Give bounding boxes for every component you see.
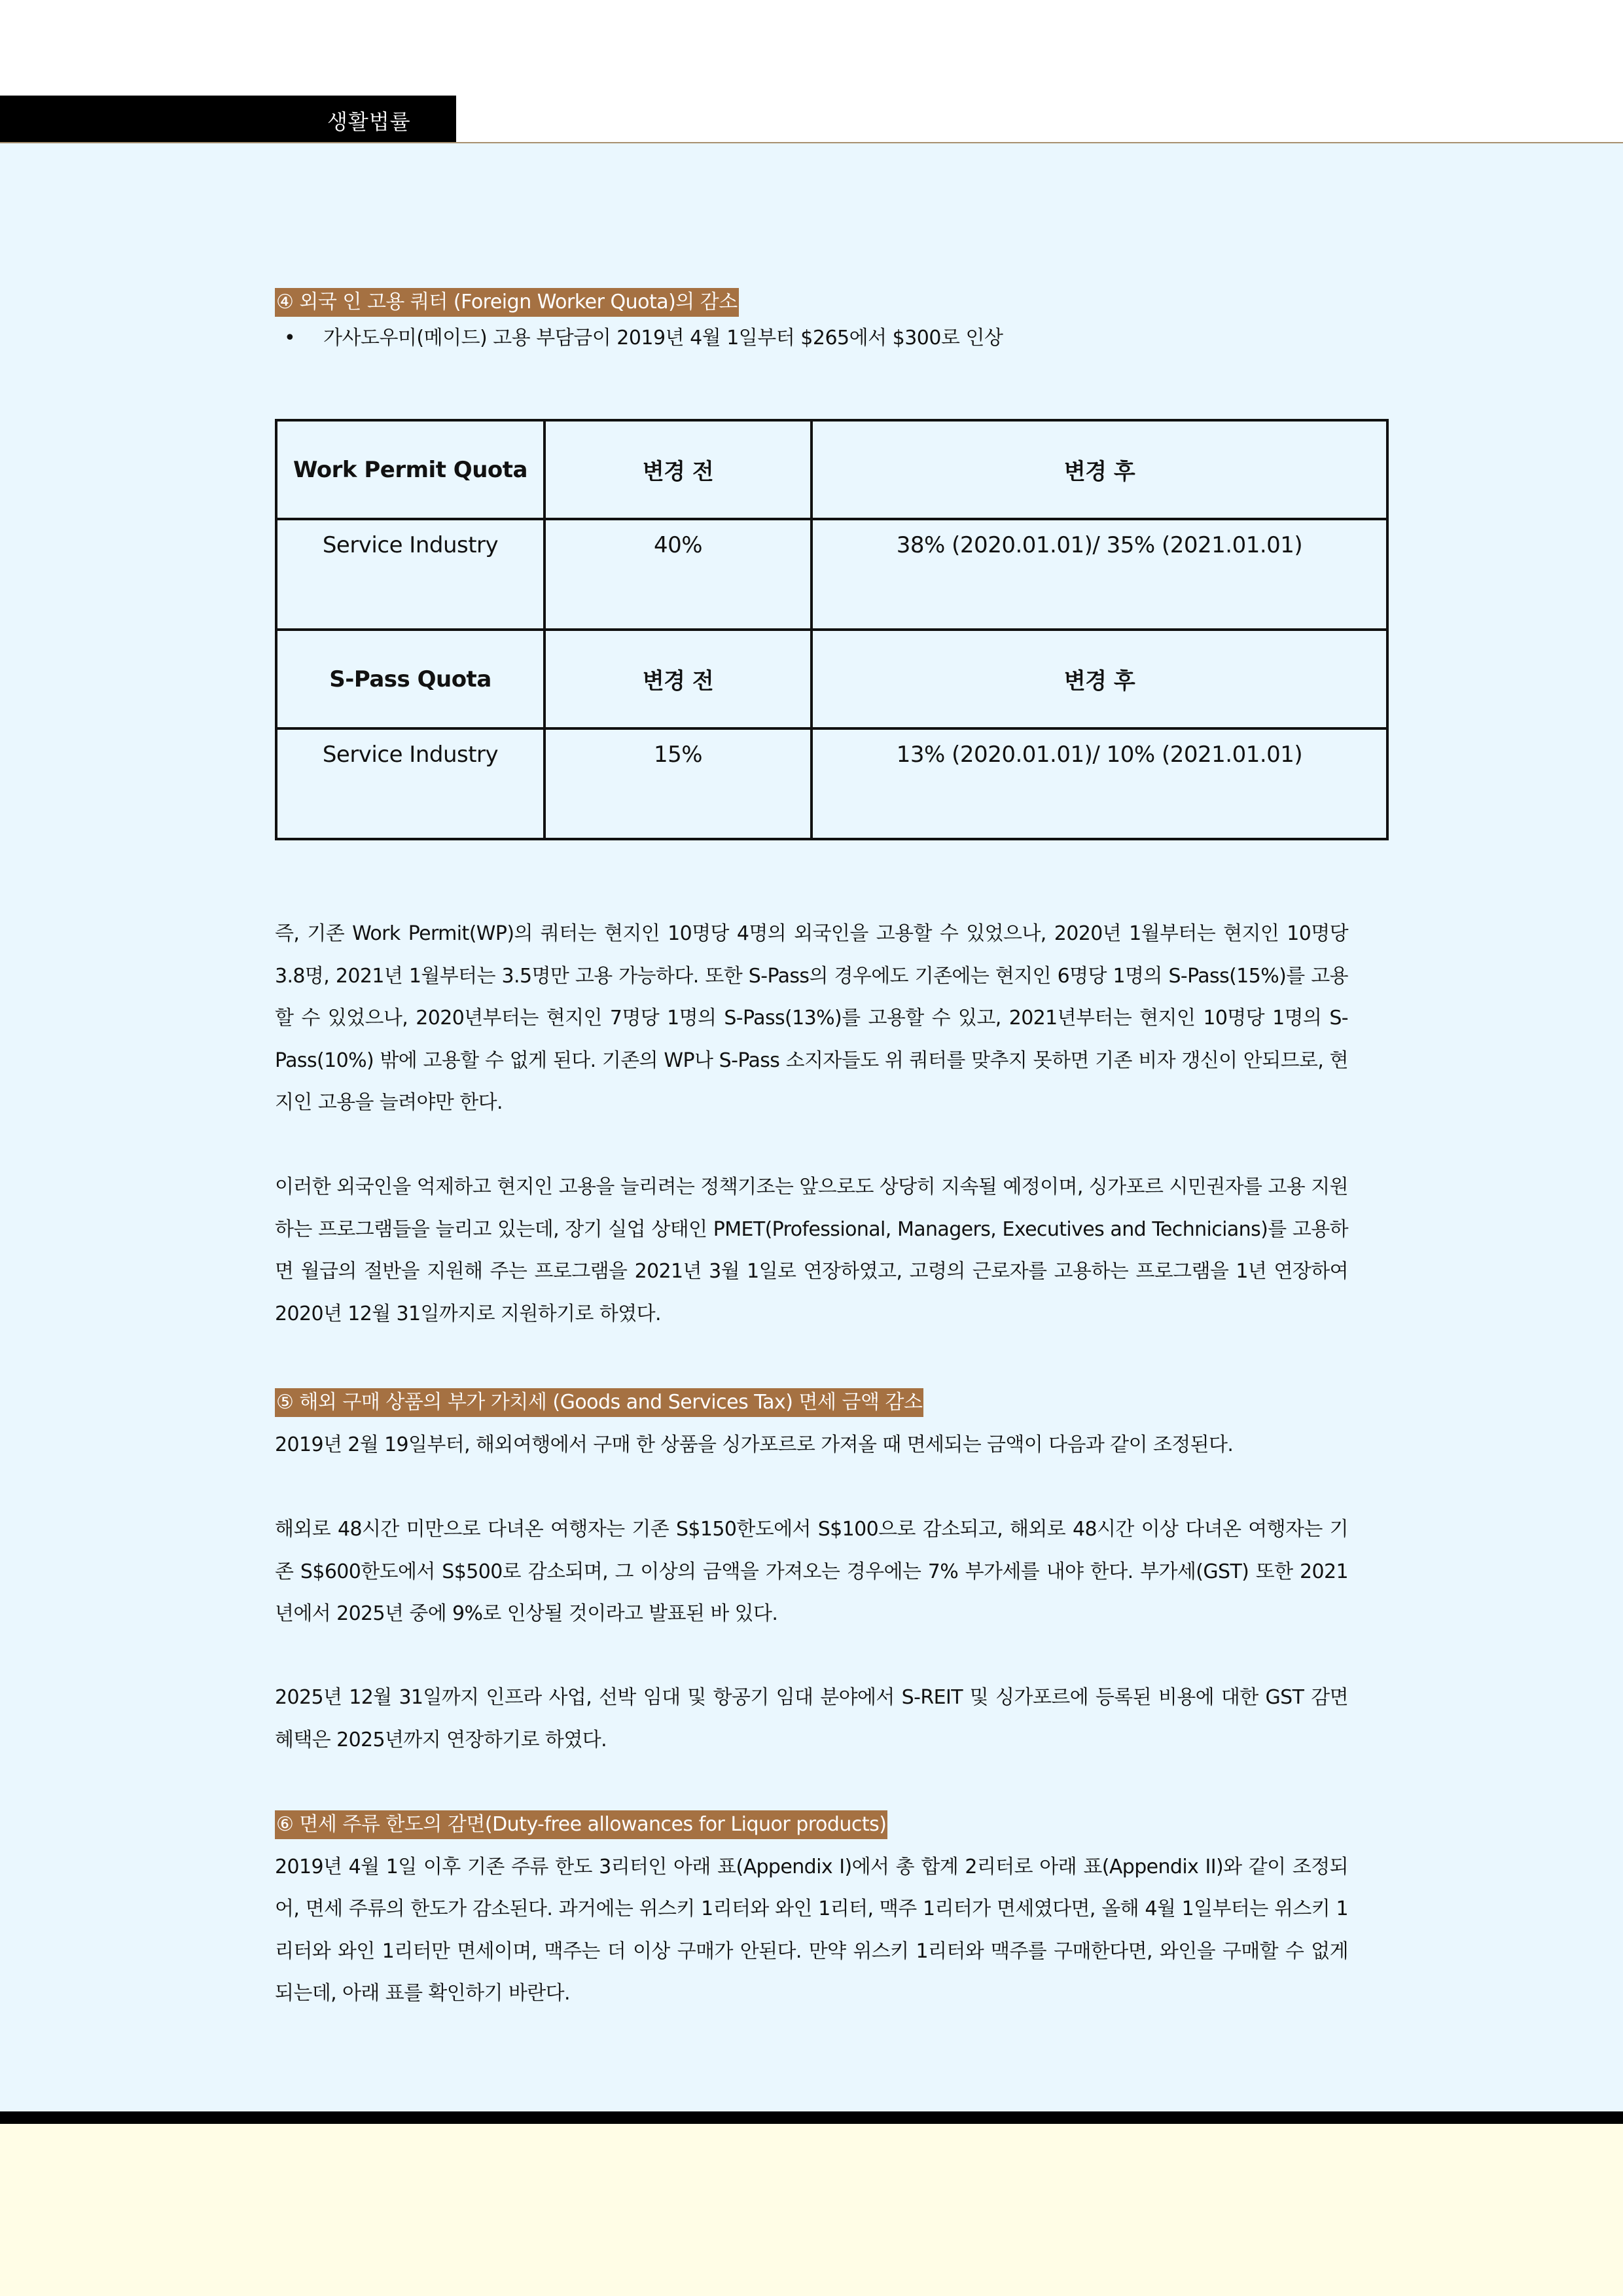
paragraph-text: 이러한 외국인을 억제하고 현지인 고용을 늘리려는 정책기조는 앞으로도 상당히 지속될 예정이며, 싱가포르 시민권자를 고용 지원하는 프로그램들을 늘리고 있는데, 장기 실업 상태인 PMET(Professional, Managers, Executives and Technicians)를 고용하면 월급의 절반을 지원해 주는 프로그램을 2021년 3월 1일로 연장하였고, 고령의 근로자를 고용하는 프로그램을 1년 연장하여 2020년 12월 31일까지로 지원하기로 하였다. <box>275 1175 1348 1325</box>
paragraph-text: 즉, 기존 Work Permit(WP)의 쿼터는 현지인 10명당 4명의 외국인을 고용할 수 있었으나, 2020년 1월부터는 현지인 10명당 3.8명, 2021년 1월부터는 3.5명만 고용 가능하다. 또한 S-Pass의 경우에도 기존에는 현지인 6명당 1명의 S-Pass(15%)를 고용할 수 있었으나, 2020년부터는 현지인 7명당 1명의 S-Pass(13%)를 고용할 수 있고, 2021년부터는 현지인 10명당 1명의 S-Pass(10%) 밖에 고용할 수 없게 된다. 기존의 WP나 S-Pass 소지자들도 위 쿼터를 맞추지 못하면 기존 비자 갱신이 안되므로, 현지인 고용을 늘려야만 한다. <box>275 922 1348 1114</box>
section-5 <box>275 1382 1348 1466</box>
table-header-row-work-permit <box>276 420 1387 519</box>
table-cell: 13% (2020.01.01)/ 10% (2021.01.01) <box>812 728 1387 839</box>
section-4-paragraph-1 <box>275 913 1348 1124</box>
section-5-paragraph-1 <box>275 1509 1348 1636</box>
section-6 <box>275 1804 1348 2015</box>
section-4-paragraph-2 <box>275 1166 1348 1335</box>
table-row-s-pass-service <box>276 728 1387 839</box>
section-5-paragraph-2 <box>275 1677 1348 1761</box>
table-cell: 변경 후 <box>812 420 1387 519</box>
table-cell: Service Industry <box>276 519 544 630</box>
header-title: 생활법률 <box>327 109 411 134</box>
footer-band <box>0 2111 1623 2124</box>
section-6-paragraph: 2019년 4월 1일 이후 기존 주류 한도 3리터인 아래 표(Appendix I)에서 총 합계 2리터로 아래 표(Appendix II)와 같이 조정되어, 면세 주류의 한도가 감소된다. 과거에는 위스키 1리터와 와인 1리터, 맥주 1리터가 면세였다면, 올해 4월 1일부터는 위스키 1리터와 와인 1리터만 면세이며, 맥주는 더 이상 구매가 안된다. 만약 위스키 1리터와 맥주를 구매한다면, 와인을 구매할 수 없게 되는데, 아래 표를 확인하기 바란다. <box>275 1855 1348 2005</box>
bullet-item <box>275 321 1348 356</box>
section-4-intro <box>275 288 1348 356</box>
table-header-row-s-pass <box>276 630 1387 728</box>
table-row-work-permit-service <box>276 519 1387 630</box>
table-cell: S-Pass Quota <box>276 630 544 728</box>
table-cell: 40% <box>544 519 812 630</box>
table-cell: Service Industry <box>276 728 544 839</box>
section-6-heading: ⑥ 면세 주류 한도의 감면(Duty-free allowances for Liquor products) <box>275 1810 887 1839</box>
bullet-text: 가사도우미(메이드) 고용 부담금이 2019년 4월 1일부터 $265에서 $300로 인상 <box>323 327 1003 350</box>
section-4-heading: ④ 외국 인 고용 쿼터 (Foreign Worker Quota)의 감소 <box>275 288 739 317</box>
section-5-heading: ⑤ 해외 구매 상품의 부가 가치세 (Goods and Services Tax) 면세 금액 감소 <box>275 1388 923 1417</box>
paragraph-text: 해외로 48시간 미만으로 다녀온 여행자는 기존 S$150한도에서 S$100으로 감소되고, 해외로 48시간 이상 다녀온 여행자는 기존 S$600한도에서 S$500로 감소되며, 그 이상의 금액을 가져오는 경우에는 7% 부가세를 내야 한다. 부가세(GST) 또한 2021년에서 2025년 중에 9%로 인상될 것이라고 발표된 바 있다. <box>275 1518 1348 1625</box>
section-5-intro: 2019년 2월 19일부터, 해외여행에서 구매 한 상품을 싱가포르로 가져올 때 면세되는 금액이 다음과 같이 조정된다. <box>275 1433 1234 1456</box>
table-cell: 38% (2020.01.01)/ 35% (2021.01.01) <box>812 519 1387 630</box>
table-cell: 15% <box>544 728 812 839</box>
table-cell: Work Permit Quota <box>276 420 544 519</box>
table-cell: 변경 후 <box>812 630 1387 728</box>
bullet-icon: • <box>284 327 296 350</box>
table-cell: 변경 전 <box>544 630 812 728</box>
table-cell: 변경 전 <box>544 420 812 519</box>
quota-table <box>275 419 1389 840</box>
footer-panel <box>0 2124 1623 2296</box>
paragraph-text: 2025년 12월 31일까지 인프라 사업, 선박 임대 및 항공기 임대 분야에서 S-REIT 및 싱가포르에 등록된 비용에 대한 GST 감면 혜택은 2025년까지 연장하기로 하였다. <box>275 1686 1348 1751</box>
